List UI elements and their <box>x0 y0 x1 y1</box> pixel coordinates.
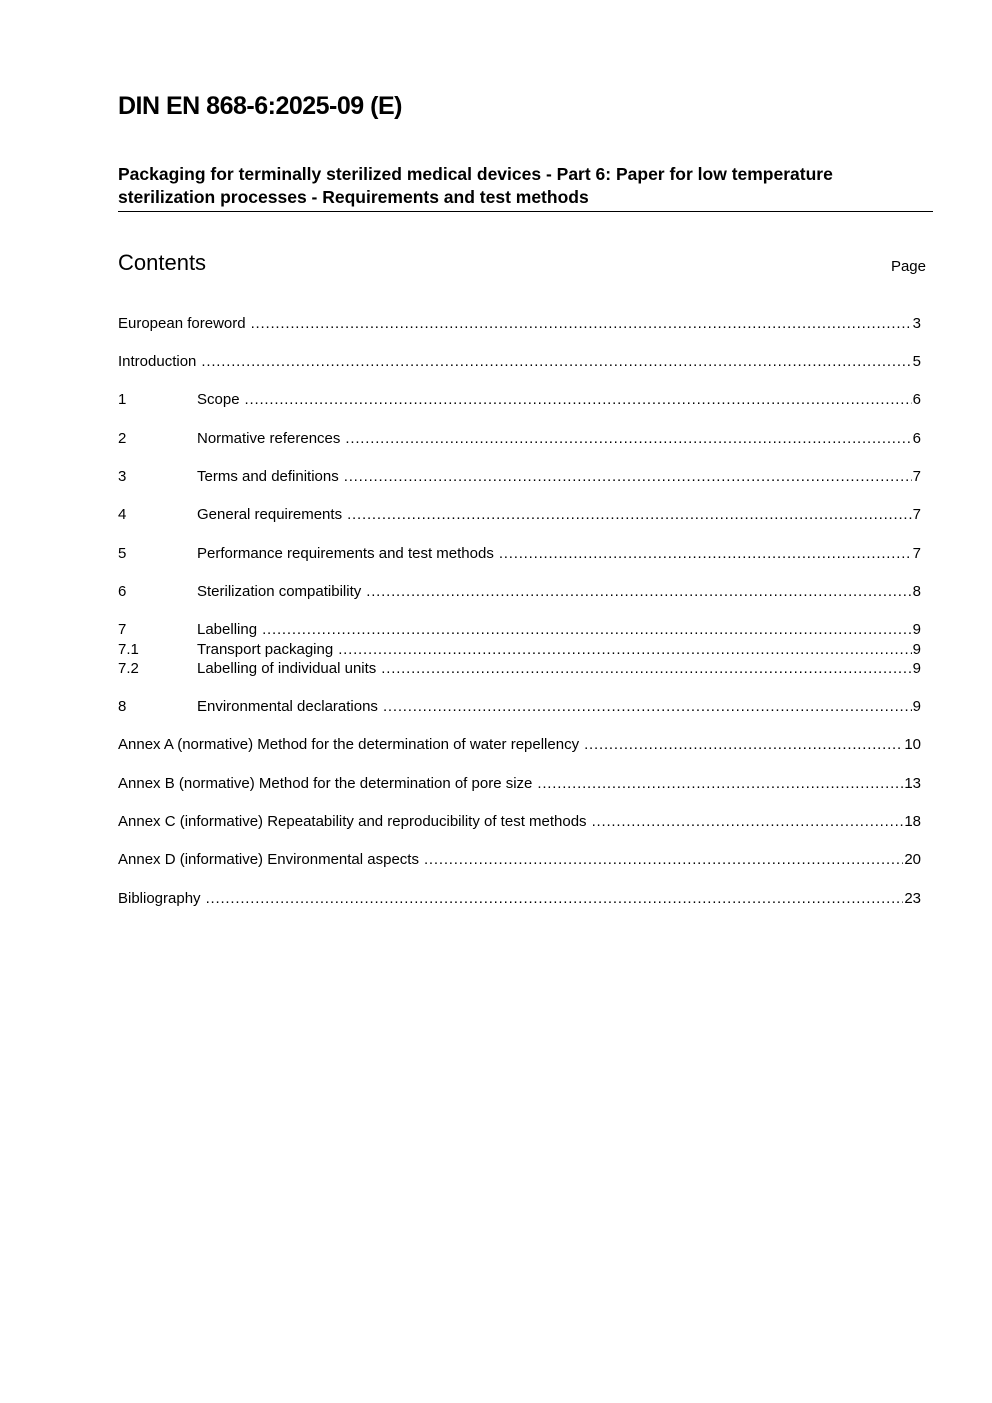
toc-entry-annex-b[interactable] <box>118 775 921 795</box>
toc-entry-title: Annex B (normative) Method for the determination of pore size <box>118 775 533 792</box>
toc-dot-leader <box>345 430 911 447</box>
toc-entry-page: 6 <box>912 430 921 447</box>
contents-heading: Contents <box>118 250 207 275</box>
toc-entry-number: 3 <box>118 468 127 485</box>
toc-entry-general-requirements[interactable] <box>118 506 921 526</box>
toc-entry-page: 7 <box>912 545 921 562</box>
toc-entry-labelling[interactable] <box>118 621 921 641</box>
toc-entry-page: 13 <box>904 775 921 792</box>
toc-entry-page: 9 <box>912 621 921 638</box>
toc-entry-title: Normative references <box>197 430 341 447</box>
toc-entry-title: Bibliography <box>118 890 201 907</box>
toc-dot-leader <box>366 583 911 600</box>
toc-entry-page: 9 <box>912 660 921 677</box>
toc-entry-title: European foreword <box>118 315 246 332</box>
toc-entry-scope[interactable] <box>118 391 921 411</box>
toc-entry-title: Transport packaging <box>197 641 334 658</box>
toc-dot-leader <box>499 545 912 562</box>
toc-entry-number: 2 <box>118 430 127 447</box>
toc-entry-labelling-individual-units[interactable] <box>118 660 921 680</box>
toc-entry-transport-packaging[interactable] <box>118 641 921 661</box>
toc-entry-page: 9 <box>912 641 921 658</box>
toc-entry-page: 7 <box>912 506 921 523</box>
toc-entry-performance-requirements[interactable] <box>118 545 921 565</box>
toc-entry-title: Labelling of individual units <box>197 660 377 677</box>
toc-entry-number: 5 <box>118 545 127 562</box>
toc-entry-page: 5 <box>912 353 921 370</box>
toc-entry-page: 9 <box>912 698 921 715</box>
toc-entry-title: Annex A (normative) Method for the determination of water repellency <box>118 736 580 753</box>
toc-entry-page: 23 <box>904 890 921 907</box>
toc-entry-page: 8 <box>912 583 921 600</box>
toc-entry-title: Annex C (informative) Repeatability and reproducibility of test methods <box>118 813 587 830</box>
toc-entry-terms-and-definitions[interactable] <box>118 468 921 488</box>
toc-entry-page: 10 <box>904 736 921 753</box>
toc-entry-page: 7 <box>912 468 921 485</box>
toc-entry-title: Labelling <box>197 621 258 638</box>
toc-entry-normative-references[interactable] <box>118 430 921 450</box>
toc-entry-title: Environmental declarations <box>197 698 378 715</box>
toc-entry-title: Introduction <box>118 353 197 370</box>
toc-dot-leader <box>584 736 903 753</box>
toc-entry-number: 4 <box>118 506 127 523</box>
toc-entry-number: 8 <box>118 698 127 715</box>
toc-entry-page: 3 <box>912 315 921 332</box>
toc-entry-title: Scope <box>197 391 240 408</box>
toc-entry-introduction[interactable] <box>118 353 921 373</box>
toc-entry-annex-d[interactable] <box>118 851 921 871</box>
toc-entry-title: Terms and definitions <box>197 468 339 485</box>
toc-entry-bibliography[interactable] <box>118 890 921 910</box>
toc-entry-page: 18 <box>904 813 921 830</box>
toc-entry-number: 1 <box>118 391 127 408</box>
toc-dot-leader <box>592 813 904 830</box>
toc-dot-leader <box>251 315 912 332</box>
toc-entry-number: 7 <box>118 621 127 638</box>
toc-dot-leader <box>338 641 911 658</box>
toc-entry-number: 6 <box>118 583 127 600</box>
toc-entry-number: 7.2 <box>118 660 139 677</box>
toc-entry-annex-a[interactable] <box>118 736 921 756</box>
toc-dot-leader <box>381 660 911 677</box>
document-identifier: DIN EN 868-6:2025-09 (E) <box>118 92 402 120</box>
toc-dot-leader <box>383 698 912 715</box>
toc-dot-leader <box>424 851 903 868</box>
toc-entry-european-foreword[interactable] <box>118 315 921 335</box>
toc-dot-leader <box>206 890 904 907</box>
toc-entry-title: Performance requirements and test methods <box>197 545 494 562</box>
toc-dot-leader <box>344 468 912 485</box>
document-title: Packaging for terminally sterilized medical devices - Part 6: Paper for low temperature sterilization processes - Requirements and test methods <box>118 163 933 212</box>
toc-dot-leader <box>537 775 903 792</box>
toc-dot-leader <box>262 621 912 638</box>
toc-entry-title: Sterilization compatibility <box>197 583 362 600</box>
toc-entry-environmental-declarations[interactable] <box>118 698 921 718</box>
page-column-heading: Page <box>890 258 926 275</box>
toc-entry-number: 7.1 <box>118 641 139 658</box>
toc-dot-leader <box>347 506 912 523</box>
toc-entry-page: 6 <box>912 391 921 408</box>
toc-entry-sterilization-compatibility[interactable] <box>118 583 921 603</box>
toc-entry-title: Annex D (informative) Environmental aspects <box>118 851 419 868</box>
toc-dot-leader <box>245 391 912 408</box>
toc-entry-title: General requirements <box>197 506 343 523</box>
toc-dot-leader <box>201 353 911 370</box>
toc-entry-annex-c[interactable] <box>118 813 921 833</box>
toc-entry-page: 20 <box>904 851 921 868</box>
